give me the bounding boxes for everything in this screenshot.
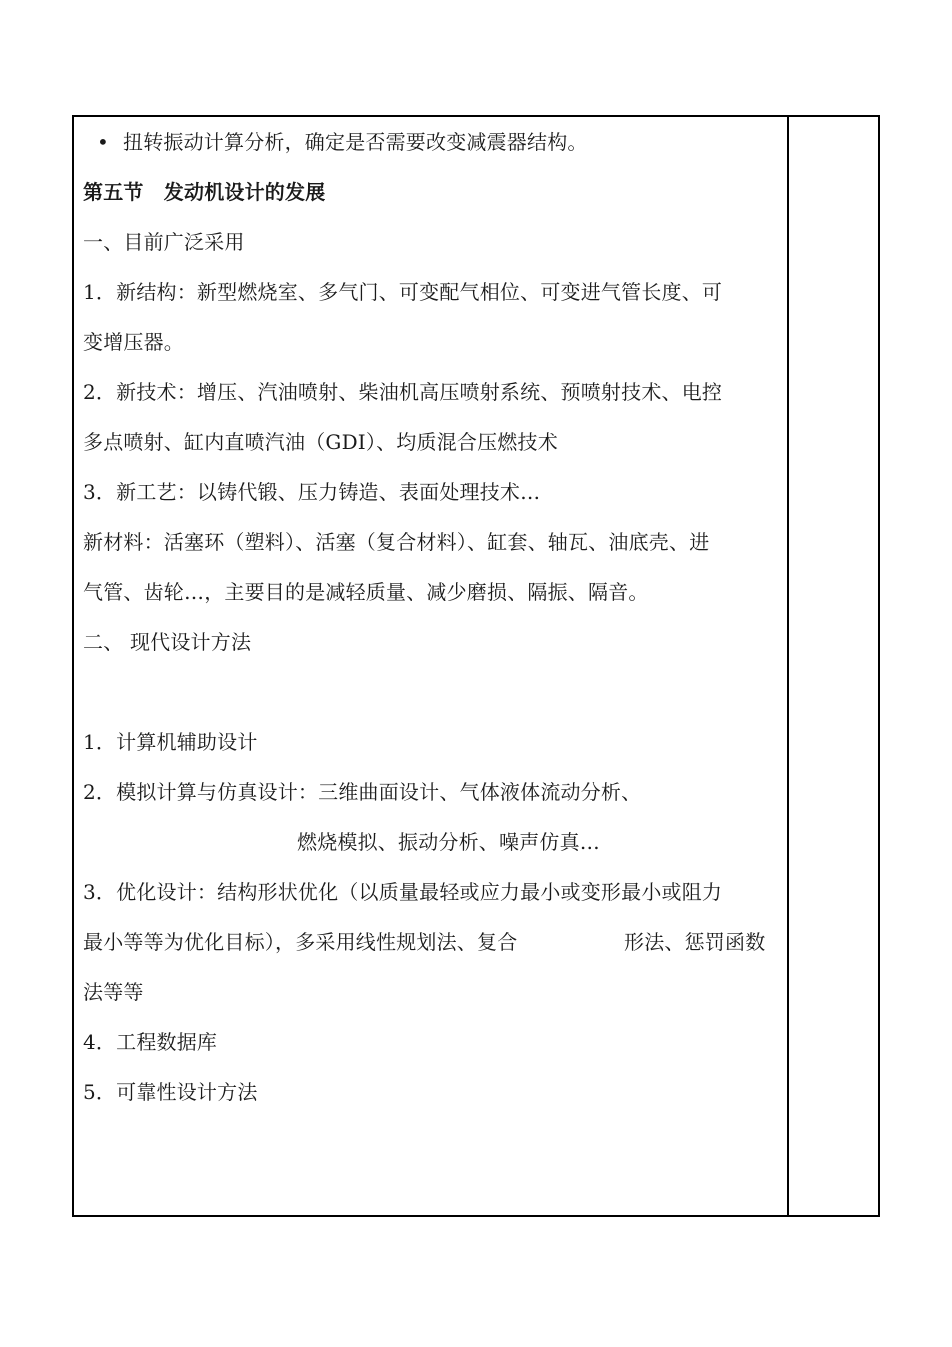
bullet-icon: • (97, 130, 109, 154)
section-heading: 第五节 发动机设计的发展 (83, 180, 326, 204)
part2-item3-line2a: 最小等等为优化目标），多采用线性规划法、复合 (83, 930, 518, 954)
part2-item3-line2b: 形法、惩罚函数 (624, 930, 766, 954)
part2-heading: 二、 现代设计方法 (83, 630, 252, 654)
bullet-text: 扭转振动计算分析，确定是否需要改变减震器结构。 (123, 130, 588, 154)
part1-item2-line2: 多点喷射、缸内直喷汽油（GDI）、均质混合压燃技术 (83, 430, 558, 454)
part2-item2-line1: 2．模拟计算与仿真设计：三维曲面设计、气体液体流动分析、 (83, 780, 642, 804)
part1-item3: 3．新工艺：以铸代锻、压力铸造、表面处理技术… (83, 480, 541, 504)
part2-item4: 4．工程数据库 (83, 1030, 218, 1054)
part1-materials-line2: 气管、齿轮…，主要目的是减轻质量、减少磨损、隔振、隔音。 (83, 580, 649, 604)
part1-item2-line1: 2．新技术：增压、汽油喷射、柴油机高压喷射系统、预喷射技术、电控 (83, 380, 723, 404)
part1-materials-line1: 新材料：活塞环（塑料）、活塞（复合材料）、缸套、轴瓦、油底壳、进 (83, 530, 710, 554)
part1-item1-line1: 1．新结构：新型燃烧室、多气门、可变配气相位、可变进气管长度、可 (83, 280, 723, 304)
part1-heading: 一、目前广泛采用 (83, 230, 245, 254)
part2-item3-line3: 法等等 (83, 980, 144, 1004)
bullet-item (83, 129, 588, 155)
part2-item3-line1: 3．优化设计：结构形状优化（以质量最轻或应力最小或变形最小或阻力 (83, 880, 723, 904)
part2-item1: 1．计算机辅助设计 (83, 730, 258, 754)
side-column-divider (787, 117, 789, 1215)
part1-item1-line2: 变增压器。 (83, 330, 184, 354)
part2-item5: 5．可靠性设计方法 (83, 1080, 258, 1104)
document-table (72, 115, 880, 1217)
part2-item2-line2: 燃烧模拟、振动分析、噪声仿真… (297, 830, 600, 854)
